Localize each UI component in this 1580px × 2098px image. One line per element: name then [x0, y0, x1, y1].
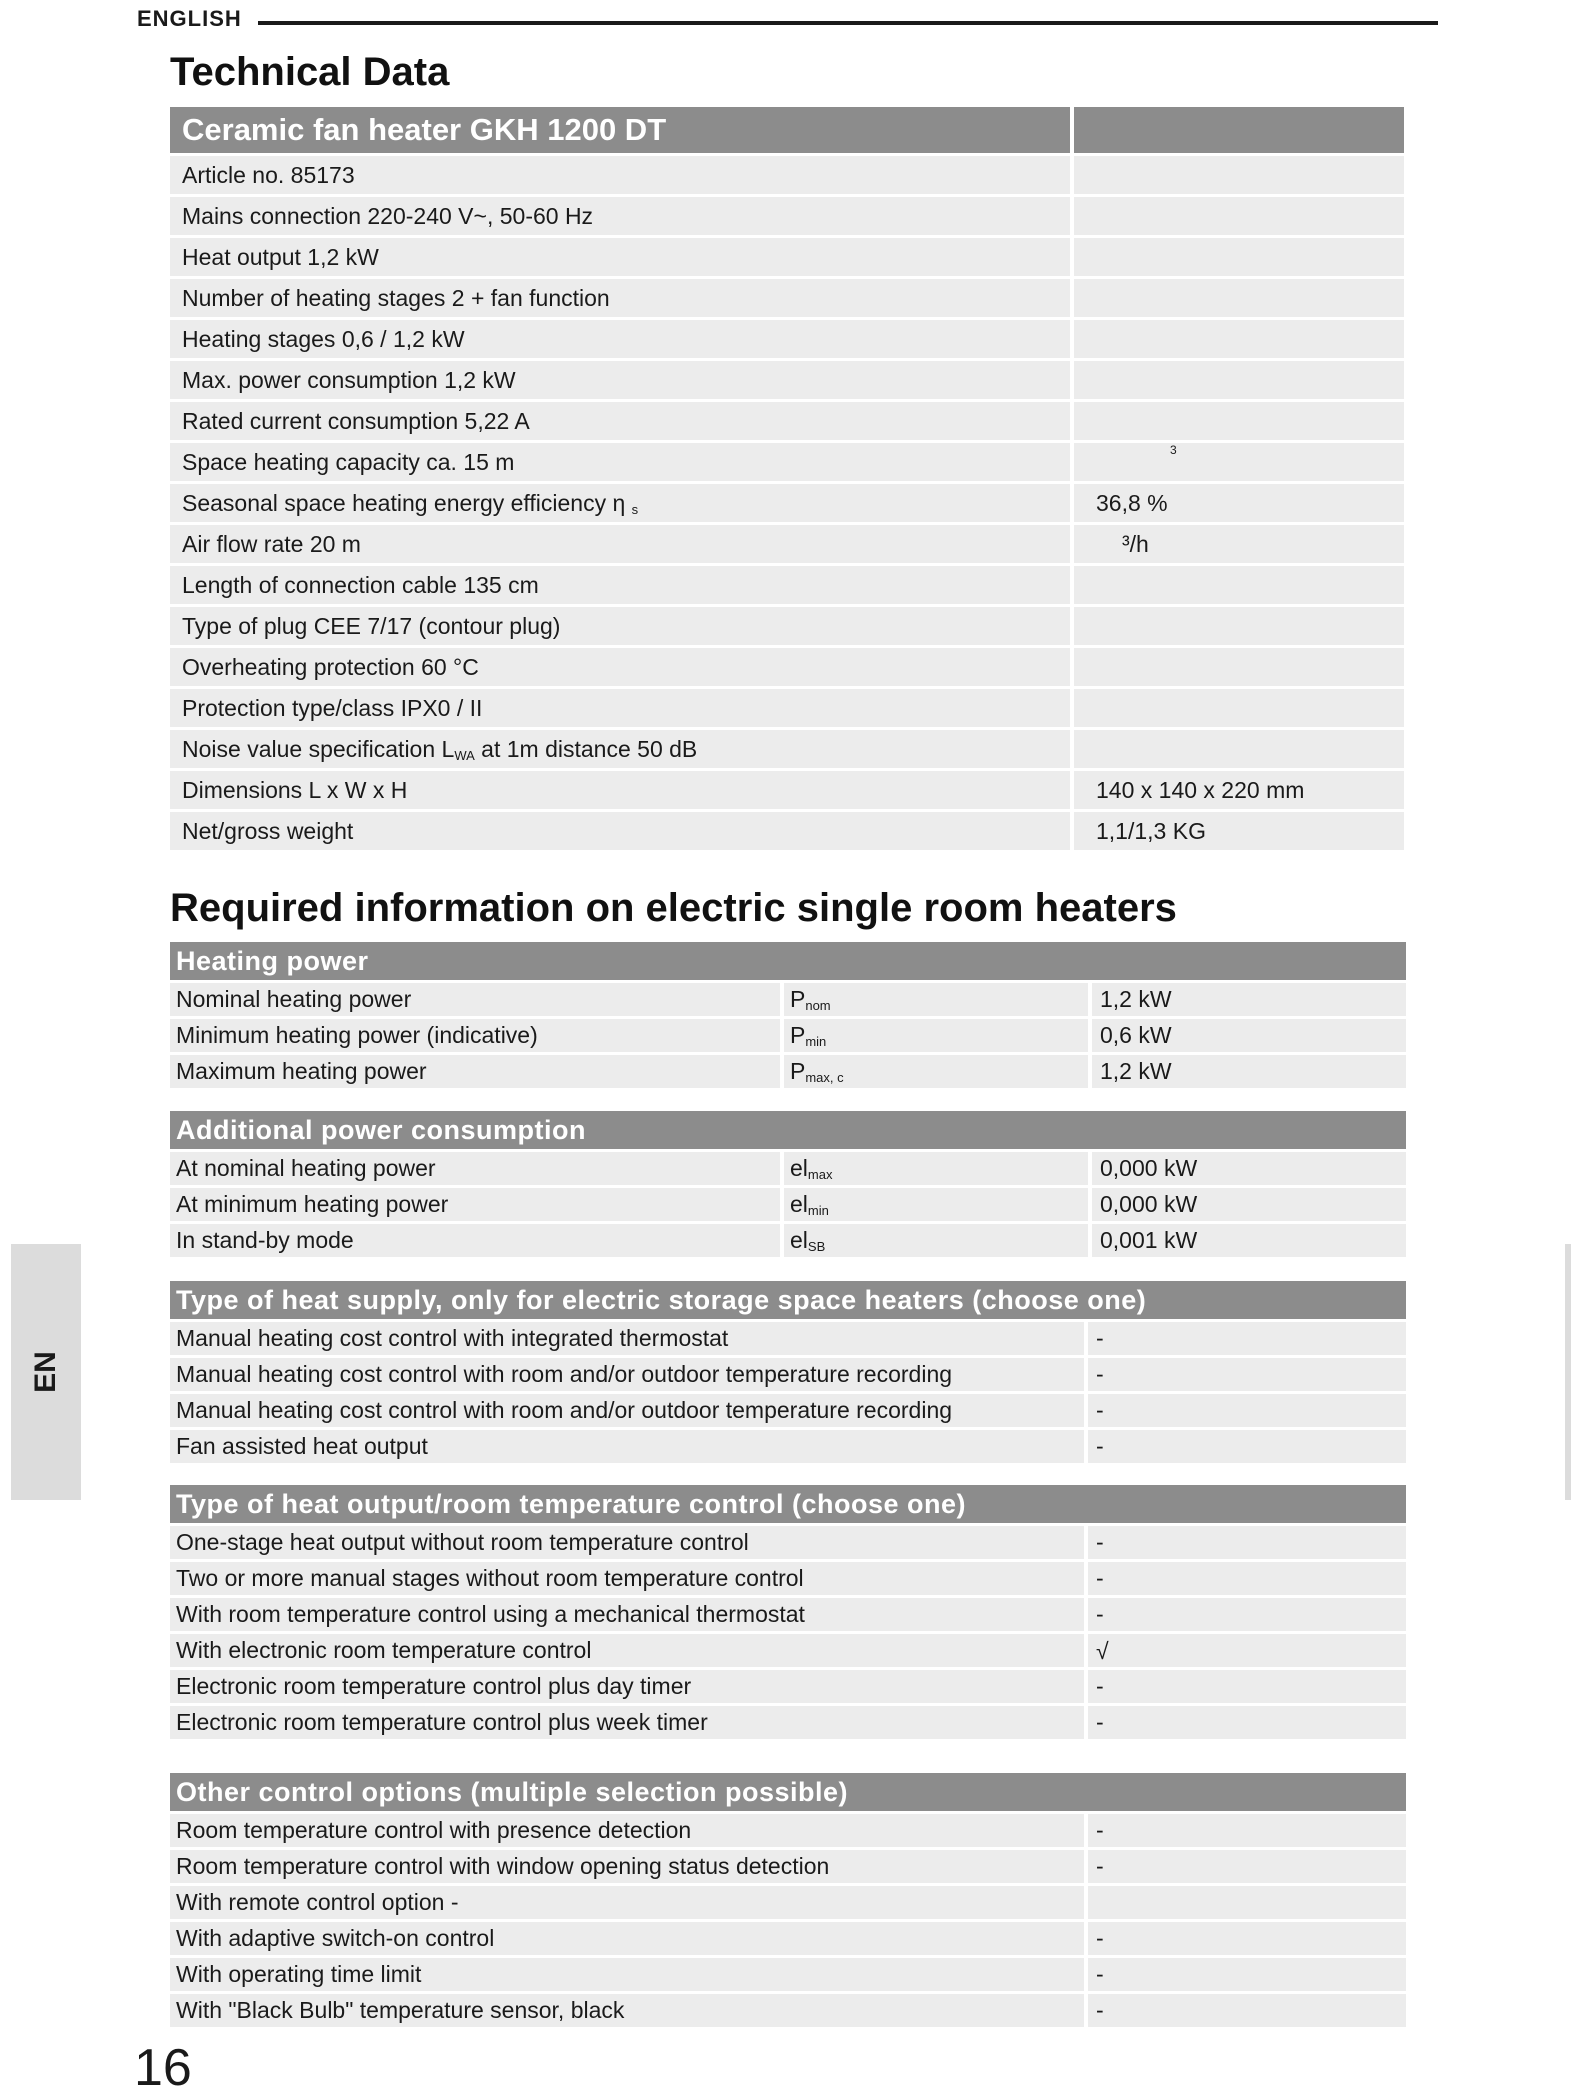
row-symbol: $el_{max}$ [780, 1152, 1088, 1185]
language-label: ENGLISH [137, 6, 242, 31]
row-value: - [1084, 1994, 1406, 2027]
row-label [170, 730, 1070, 768]
header-rule [258, 21, 1438, 25]
language-side-tab [11, 1244, 81, 1500]
row-label: One-stage heat output without room temperature control [170, 1526, 1084, 1559]
row-symbol: $P_{max, c}$ [780, 1055, 1088, 1088]
row-label: With adaptive switch-on control [170, 1922, 1084, 1955]
row-symbol: $el_{SB}$ [780, 1224, 1088, 1257]
right-edge-mark [1565, 1244, 1571, 1500]
table-row [170, 402, 1404, 440]
row-value: - [1084, 1850, 1406, 1883]
row-value [1070, 730, 1404, 768]
table-row [170, 607, 1404, 645]
additional-power-table [170, 1149, 1406, 1260]
heating-power-table [170, 980, 1406, 1091]
row-label: Manual heating cost control with room and/or outdoor temperature recording [170, 1394, 1084, 1427]
other-control-table [170, 1811, 1406, 2030]
row-value: 0,000 kW [1088, 1188, 1406, 1221]
table-row [170, 1598, 1406, 1631]
row-label: Article no. 85173 [170, 156, 1070, 194]
section-title: Type of heat supply, only for electric storage space heaters (choose one) [170, 1281, 1406, 1319]
table-row [170, 983, 1406, 1016]
row-label: Length of connection cable 135 cm [170, 566, 1070, 604]
row-value [1070, 361, 1404, 399]
table-row [170, 238, 1404, 276]
table-row [170, 730, 1404, 768]
table-row [170, 1358, 1406, 1391]
row-value: - [1084, 1814, 1406, 1847]
row-label-subscript: WA [454, 747, 475, 763]
row-label: With "Black Bulb" temperature sensor, black [170, 1994, 1084, 2027]
row-symbol: $P_{nom}$ [780, 983, 1088, 1016]
row-value: - [1084, 1922, 1406, 1955]
table-row [170, 1224, 1406, 1257]
row-label-text: Seasonal space heating energy efficiency η [182, 489, 626, 516]
table-row [170, 1430, 1406, 1463]
row-label-text: Noise value specification L [182, 735, 455, 762]
table-row [170, 1634, 1406, 1667]
row-value [1070, 689, 1404, 727]
row-label: Electronic room temperature control plus day timer [170, 1670, 1084, 1703]
heat-output-control-section [170, 1485, 1406, 1742]
table-row [170, 771, 1404, 809]
technical-data-table [170, 104, 1404, 853]
table-header-value [1070, 107, 1404, 153]
row-label: Type of plug CEE 7/17 (contour plug) [170, 607, 1070, 645]
table-row [170, 566, 1404, 604]
table-row [170, 812, 1404, 850]
table-row [170, 443, 1404, 481]
row-value: 140 x 140 x 220 mm [1070, 771, 1404, 809]
row-label: Overheating protection 60 °C [170, 648, 1070, 686]
check-mark-icon: √ [1084, 1634, 1406, 1667]
row-value: - [1084, 1958, 1406, 1991]
heating-power-section [170, 942, 1406, 1091]
row-label: Electronic room temperature control plus week timer [170, 1706, 1084, 1739]
table-title: Ceramic fan heater GKH 1200 DT [170, 107, 1070, 153]
other-control-section [170, 1773, 1406, 2030]
row-label-subscript: s [631, 501, 639, 517]
row-value: 1,2 kW [1088, 1055, 1406, 1088]
heat-supply-section [170, 1281, 1406, 1466]
row-label: Heat output 1,2 kW [170, 238, 1070, 276]
table-row [170, 1526, 1406, 1559]
table-row [170, 1562, 1406, 1595]
table-row [170, 1886, 1406, 1919]
row-label: Air flow rate 20 m [170, 525, 1070, 563]
row-label: Protection type/class IPX0 / II [170, 689, 1070, 727]
row-value: 1,1/1,3 KG [1070, 812, 1404, 850]
section-title: Type of heat output/room temperature control (choose one) [170, 1485, 1406, 1523]
row-label: Room temperature control with presence detection [170, 1814, 1084, 1847]
row-label: Fan assisted heat output [170, 1430, 1084, 1463]
section-title: Additional power consumption [170, 1111, 1406, 1149]
table-row [170, 1322, 1406, 1355]
row-value: 3 [1070, 443, 1404, 481]
row-value [1070, 238, 1404, 276]
row-label: Maximum heating power [170, 1055, 780, 1088]
row-value: - [1084, 1430, 1406, 1463]
row-label: Heating stages 0,6 / 1,2 kW [170, 320, 1070, 358]
table-row [170, 197, 1404, 235]
row-value [1084, 1886, 1406, 1919]
row-value [1070, 607, 1404, 645]
table-row [170, 1706, 1406, 1739]
table-row [170, 1019, 1406, 1052]
table-row [170, 1958, 1406, 1991]
row-value: - [1084, 1322, 1406, 1355]
row-symbol: $P_{min}$ [780, 1019, 1088, 1052]
row-label: Room temperature control with window opening status detection [170, 1850, 1084, 1883]
table-row [170, 1814, 1406, 1847]
row-value [1070, 402, 1404, 440]
required-information-title: Required information on electric single room heaters [170, 886, 1177, 930]
row-label: Number of heating stages 2 + fan function [170, 279, 1070, 317]
table-row [170, 1152, 1406, 1185]
row-value: - [1084, 1562, 1406, 1595]
row-label: With operating time limit [170, 1958, 1084, 1991]
row-label: Space heating capacity ca. 15 m [170, 443, 1070, 481]
table-row [170, 1994, 1406, 2027]
table-row [170, 1188, 1406, 1221]
row-value [1070, 156, 1404, 194]
table-row [170, 320, 1404, 358]
row-label: Mains connection 220-240 V~, 50-60 Hz [170, 197, 1070, 235]
table-row [170, 689, 1404, 727]
row-value: - [1084, 1394, 1406, 1427]
row-value: ³/h [1070, 525, 1404, 563]
row-label: In stand-by mode [170, 1224, 780, 1257]
row-value: 0,6 kW [1088, 1019, 1406, 1052]
row-label: Net/gross weight [170, 812, 1070, 850]
table-row [170, 484, 1404, 522]
row-label: Rated current consumption 5,22 A [170, 402, 1070, 440]
row-label: Nominal heating power [170, 983, 780, 1016]
row-label: Max. power consumption 1,2 kW [170, 361, 1070, 399]
row-value: 0,000 kW [1088, 1152, 1406, 1185]
table-row [170, 156, 1404, 194]
row-label: Dimensions L x W x H [170, 771, 1070, 809]
technical-data-title: Technical Data [170, 50, 450, 94]
row-label: Two or more manual stages without room temperature control [170, 1562, 1084, 1595]
table-row [170, 1850, 1406, 1883]
row-label: At nominal heating power [170, 1152, 780, 1185]
row-label: At minimum heating power [170, 1188, 780, 1221]
row-value [1070, 279, 1404, 317]
table-row [170, 1394, 1406, 1427]
heat-output-control-table [170, 1523, 1406, 1742]
row-symbol: $el_{min}$ [780, 1188, 1088, 1221]
additional-power-section [170, 1111, 1406, 1260]
row-label: Manual heating cost control with room and/or outdoor temperature recording [170, 1358, 1084, 1391]
row-value [1070, 197, 1404, 235]
table-row [170, 1922, 1406, 1955]
row-value: - [1084, 1670, 1406, 1703]
row-value: - [1084, 1526, 1406, 1559]
table-header-row [170, 107, 1404, 153]
row-label-tail: at 1m distance 50 dB [474, 735, 698, 762]
table-row [170, 279, 1404, 317]
row-value: - [1084, 1598, 1406, 1631]
row-value: 36,8 % [1070, 484, 1404, 522]
section-title: Heating power [170, 942, 1406, 980]
row-value: - [1084, 1706, 1406, 1739]
heat-supply-table [170, 1319, 1406, 1466]
row-value: - [1084, 1358, 1406, 1391]
row-value: 0,001 kW [1088, 1224, 1406, 1257]
section-title: Other control options (multiple selection possible) [170, 1773, 1406, 1811]
page-number: 16 [134, 2039, 192, 2097]
table-row [170, 525, 1404, 563]
row-label: With electronic room temperature control [170, 1634, 1084, 1667]
row-value: 1,2 kW [1088, 983, 1406, 1016]
table-row [170, 361, 1404, 399]
row-label: With remote control option - [170, 1886, 1084, 1919]
row-label [170, 484, 1070, 522]
row-value [1070, 648, 1404, 686]
table-row [170, 1670, 1406, 1703]
row-value [1070, 320, 1404, 358]
side-tab-label: EN [29, 1351, 62, 1393]
table-row [170, 648, 1404, 686]
row-label: Manual heating cost control with integrated thermostat [170, 1322, 1084, 1355]
row-label: With room temperature control using a mechanical thermostat [170, 1598, 1084, 1631]
row-value [1070, 566, 1404, 604]
row-label: Minimum heating power (indicative) [170, 1019, 780, 1052]
table-row [170, 1055, 1406, 1088]
